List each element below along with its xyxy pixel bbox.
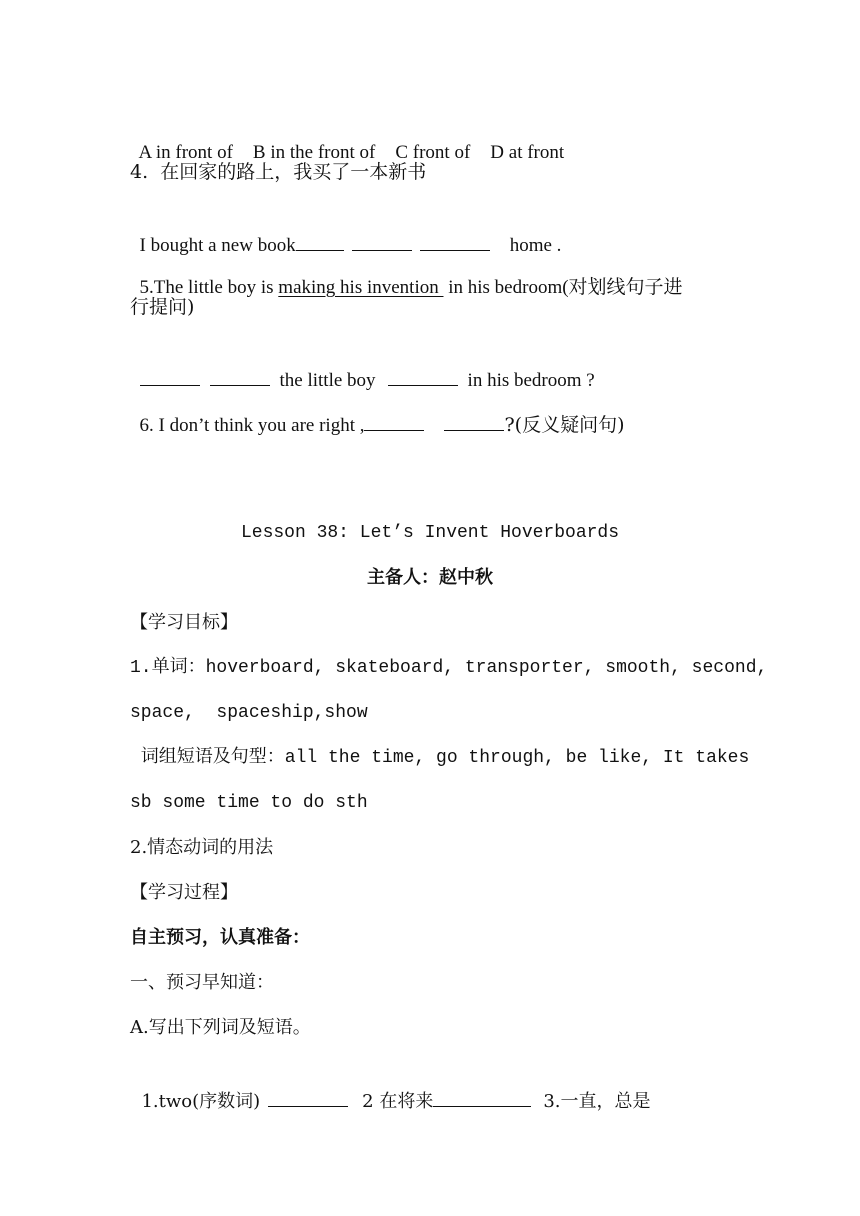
q6-prefix: 6. I don’t think you are right , <box>139 415 365 436</box>
option-c: C front of <box>395 142 471 163</box>
vocab-item-3: 3.一直，总是 <box>543 1091 651 1112</box>
answer-blank[interactable] <box>444 410 504 431</box>
vocab-items-line <box>130 1060 651 1115</box>
objective-1-phrases: 词组短语及句型：all the time, go through, be like, It takes <box>130 748 750 768</box>
objective-1-phrases-cont: sb some time to do sth <box>130 793 368 813</box>
q5-suffix-cont: 行提问) <box>130 296 195 318</box>
answer-blank[interactable] <box>296 230 344 251</box>
objective-1-words: 1.单词：hoverboard, skateboard, transporter, smooth, second, <box>130 658 768 678</box>
answer-blank[interactable] <box>388 365 458 386</box>
q5-prefix: 5.The little boy is <box>139 277 279 298</box>
answer-blank[interactable] <box>433 1086 531 1107</box>
vocab-item-2: 2 在将来 <box>362 1091 434 1112</box>
objectives-heading: 【学习目标】 <box>130 612 238 633</box>
section-one-heading: 一、预习早知道： <box>130 972 274 993</box>
option-b: B in the front of <box>252 142 376 163</box>
answer-blank[interactable] <box>352 230 412 251</box>
option-a: A in front of <box>138 142 233 163</box>
q5-answer-end: in his bedroom ? <box>467 370 595 391</box>
process-heading: 【学习过程】 <box>130 882 238 903</box>
q5-answer-mid: the little boy <box>279 370 376 391</box>
lesson-preparer: 主备人：赵中秋 <box>367 567 493 588</box>
q5-suffix: in his bedroom(对划线句子进 <box>443 277 683 298</box>
q4-sentence-start: I bought a new book <box>139 235 296 256</box>
answer-blank[interactable] <box>140 365 200 386</box>
objective-2: 2.情态动词的用法 <box>130 837 274 858</box>
q5-sentence <box>130 249 683 301</box>
answer-blank[interactable] <box>420 230 490 251</box>
q4-sentence-end: home . <box>509 235 562 256</box>
q6-sentence <box>130 384 625 439</box>
q5-underlined-phrase: making his invention <box>278 277 444 298</box>
q4-prompt: 4. 在回家的路上，我买了一本新书 <box>130 161 427 183</box>
option-d: D at front <box>490 142 565 163</box>
part-a-heading: A.写出下列词及短语。 <box>130 1017 311 1038</box>
answer-blank[interactable] <box>210 365 270 386</box>
lesson-title: Lesson 38: Let’s Invent Hoverboards <box>240 523 620 543</box>
vocab-item-1: 1.two(序数词) <box>141 1091 261 1112</box>
answer-blank[interactable] <box>364 410 424 431</box>
objective-1-words-cont: space, spaceship,show <box>130 703 368 723</box>
self-study-heading: 自主预习，认真准备： <box>130 927 310 948</box>
q6-suffix: ?(反义疑问句) <box>504 414 625 436</box>
answer-blank[interactable] <box>268 1086 348 1107</box>
